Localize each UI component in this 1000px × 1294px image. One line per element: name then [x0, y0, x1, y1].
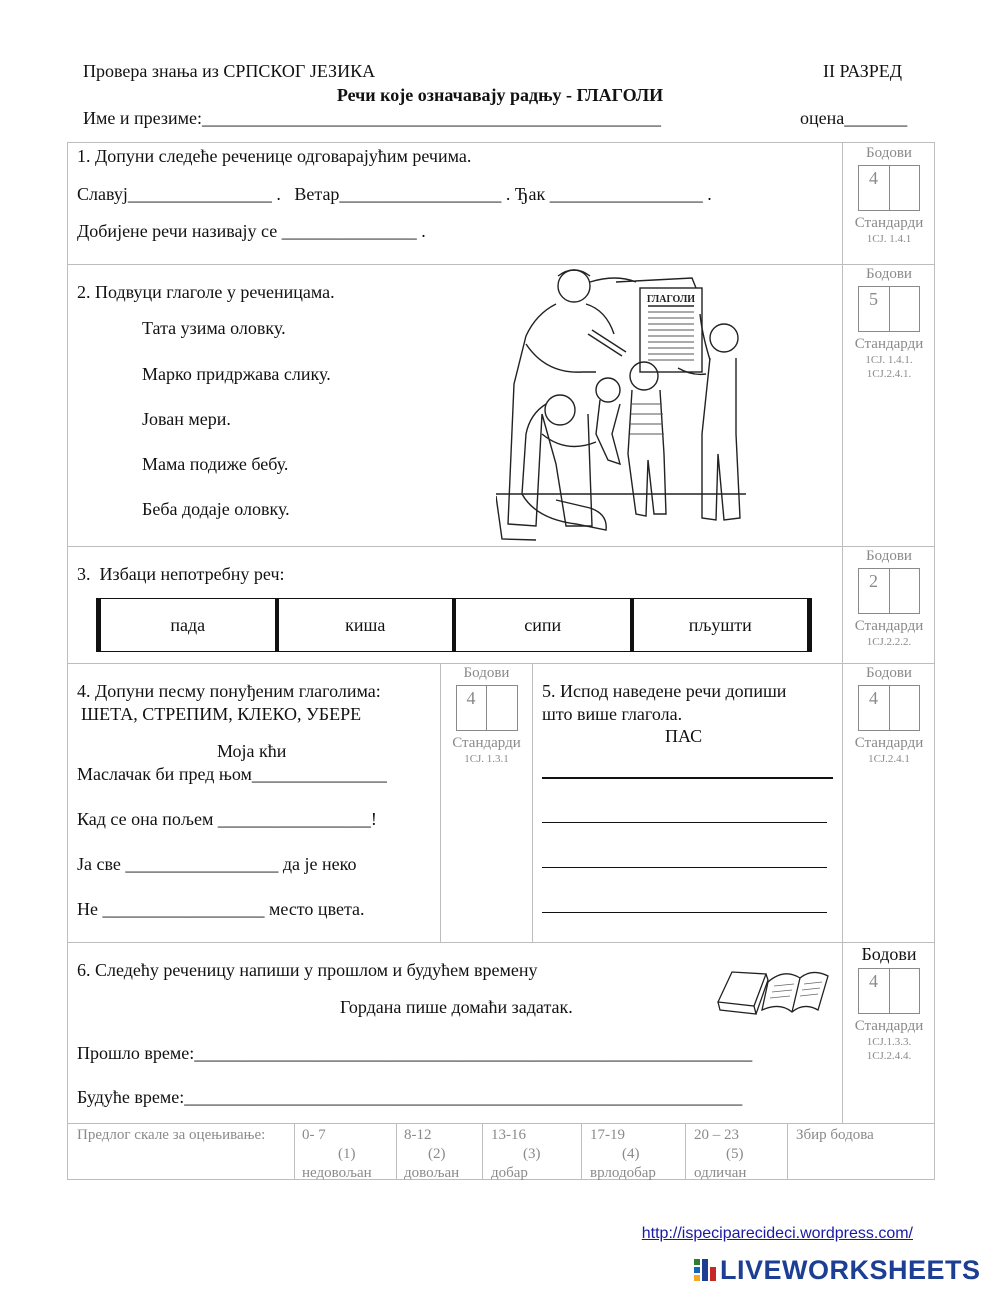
points-box[interactable]: 5: [858, 286, 920, 332]
task1-fill-line-2[interactable]: Добијене речи називају се _______________ .: [77, 221, 426, 241]
task3-prompt: 3. Избаци непотребну реч:: [77, 564, 285, 584]
task4-prompt: 4. Допуни песму понуђеним глаголима:: [77, 681, 381, 701]
task5-word: ПАС: [665, 726, 703, 746]
brand-name: LIVEWORKSHEETS: [720, 1255, 981, 1285]
standards-label: Стандарди: [854, 735, 924, 751]
word-option[interactable]: сипи: [452, 599, 630, 651]
scale-divider: [787, 1123, 788, 1180]
grade-field[interactable]: оцена_______: [800, 108, 908, 128]
points-box[interactable]: 4: [456, 685, 518, 731]
poem-title: Моја кћи: [217, 741, 287, 761]
points-box[interactable]: 4: [858, 685, 920, 731]
poster-title: ГЛАГОЛИ: [646, 294, 696, 305]
scale-cell-1: 0- 7 (1) недовољан: [302, 1127, 372, 1181]
word-option[interactable]: пада: [97, 599, 275, 651]
task4-verbs: ШЕТА, СТРЕПИМ, КЛЕКО, УБЕРЕ: [81, 704, 362, 724]
standard-code: 1СЈ.2.4.1.: [866, 368, 912, 380]
task1-points-panel: [843, 145, 935, 246]
past-tense-field[interactable]: Прошло време:______________________________________________________________: [77, 1043, 753, 1063]
books-icon: [714, 962, 832, 1020]
standards-label: Стандарди: [854, 215, 924, 231]
answer-line[interactable]: [542, 822, 827, 823]
scale-cell-3: 13-16 (3) добар: [491, 1127, 541, 1181]
poem-line-2[interactable]: Кад се она пољем _________________!: [77, 809, 377, 829]
task2-prompt: 2. Подвуци глаголе у реченицама.: [77, 282, 335, 302]
word-option[interactable]: пљушти: [630, 599, 812, 651]
word-choice-box: [96, 598, 812, 652]
sentence-3[interactable]: Јован мери.: [142, 409, 231, 429]
poem-line-3[interactable]: Ја све _________________ да је неко: [77, 854, 357, 874]
points-label: Бодови: [861, 944, 917, 964]
word-option[interactable]: киша: [275, 599, 453, 651]
scale-divider: [396, 1123, 397, 1180]
standards-label: Стандарди: [854, 1018, 924, 1034]
standards-label: Стандарди: [854, 336, 924, 352]
scale-cell-5: 20 – 23 (5) одличан: [694, 1127, 747, 1181]
row-divider: [67, 546, 935, 547]
poem-line-1[interactable]: Маслачак би пред њом_______________: [77, 764, 387, 784]
subject-title: Провера знања из СРПСКОГ ЈЕЗИКА: [83, 61, 376, 81]
source-link[interactable]: http://ispeciparecideci.wordpress.com/: [641, 1225, 913, 1242]
task5-points-panel: [843, 665, 935, 766]
sentence-5[interactable]: Беба додаје оловку.: [142, 499, 290, 519]
task1-prompt: 1. Допуни следеће реченице одговарајућим речима.: [77, 146, 472, 166]
liveworksheets-icon: [694, 1257, 716, 1283]
row-divider: [67, 942, 935, 943]
scale-cell-2: 8-12 (2) довољан: [404, 1127, 460, 1181]
standard-code: 1СЈ. 1.3.1: [464, 753, 509, 765]
family-illustration: [496, 264, 746, 546]
task5-prompt: 5. Испод наведене речи допиши: [542, 681, 787, 701]
points-box[interactable]: 2: [858, 568, 920, 614]
sentence-1[interactable]: Тата узима оловку.: [142, 318, 286, 338]
scale-label: Предлог скале за оцењивање:: [77, 1127, 266, 1143]
scale-divider: [482, 1123, 483, 1180]
sentence-4[interactable]: Мама подиже бебу.: [142, 454, 289, 474]
task1-fill-line[interactable]: Славуј________________ . Ветар__________________ . Ђак _________________ .: [77, 184, 712, 204]
task5-prompt-2: што више глагола.: [542, 704, 683, 724]
answer-line[interactable]: [542, 912, 827, 913]
column-divider: [532, 663, 533, 942]
points-box[interactable]: 4: [858, 968, 920, 1014]
task2-points-panel: [843, 266, 935, 381]
future-tense-field[interactable]: Будуће време:______________________________________________________________: [77, 1087, 743, 1107]
standards-label: Стандарди: [452, 735, 521, 751]
standard-code: 1СЈ.2.4.1: [868, 753, 910, 765]
task6-points-panel: [843, 944, 935, 1063]
task3-points-panel: [843, 548, 935, 649]
scale-divider: [685, 1123, 686, 1180]
row-divider: [67, 1123, 935, 1124]
name-field[interactable]: Име и презиме:___________________________________________________: [83, 108, 661, 128]
score-sum-label[interactable]: Збир бодова: [796, 1127, 874, 1143]
scale-divider: [294, 1123, 295, 1180]
poem-line-4[interactable]: Не __________________ место цвета.: [77, 899, 365, 919]
points-label: Бодови: [866, 266, 912, 282]
points-label: Бодови: [866, 665, 912, 681]
scale-divider: [581, 1123, 582, 1180]
standard-code: 1СЈ.1.3.3.: [866, 1036, 912, 1048]
answer-line[interactable]: [542, 777, 833, 779]
scale-cell-4: 17-19 (4) врлодобар: [590, 1127, 656, 1181]
answer-line[interactable]: [542, 867, 827, 868]
sentence-2[interactable]: Марко придржава слику.: [142, 364, 331, 384]
standards-label: Стандарди: [854, 618, 924, 634]
standard-code: 1СЈ. 1.4.1: [866, 233, 912, 245]
task6-sentence: Гордана пише домаћи задатак.: [340, 997, 573, 1017]
points-label: Бодови: [866, 548, 912, 564]
worksheet-title: Речи које означавају радњу - ГЛАГОЛИ: [336, 85, 664, 105]
standard-code: 1СЈ.2.4.4.: [866, 1050, 912, 1062]
task6-prompt: 6. Следећу реченицу напиши у прошлом и будућем времену: [77, 960, 538, 980]
standard-code: 1СЈ.2.2.2.: [866, 636, 912, 648]
points-label: Бодови: [463, 665, 510, 681]
row-divider: [67, 663, 935, 664]
points-box[interactable]: 4: [858, 165, 920, 211]
task4-points-panel: [441, 665, 532, 766]
standard-code: 1СЈ. 1.4.1.: [865, 354, 913, 366]
grade-label: II РАЗРЕД: [823, 61, 903, 81]
points-label: Бодови: [866, 145, 912, 161]
liveworksheets-logo: [694, 1255, 981, 1286]
